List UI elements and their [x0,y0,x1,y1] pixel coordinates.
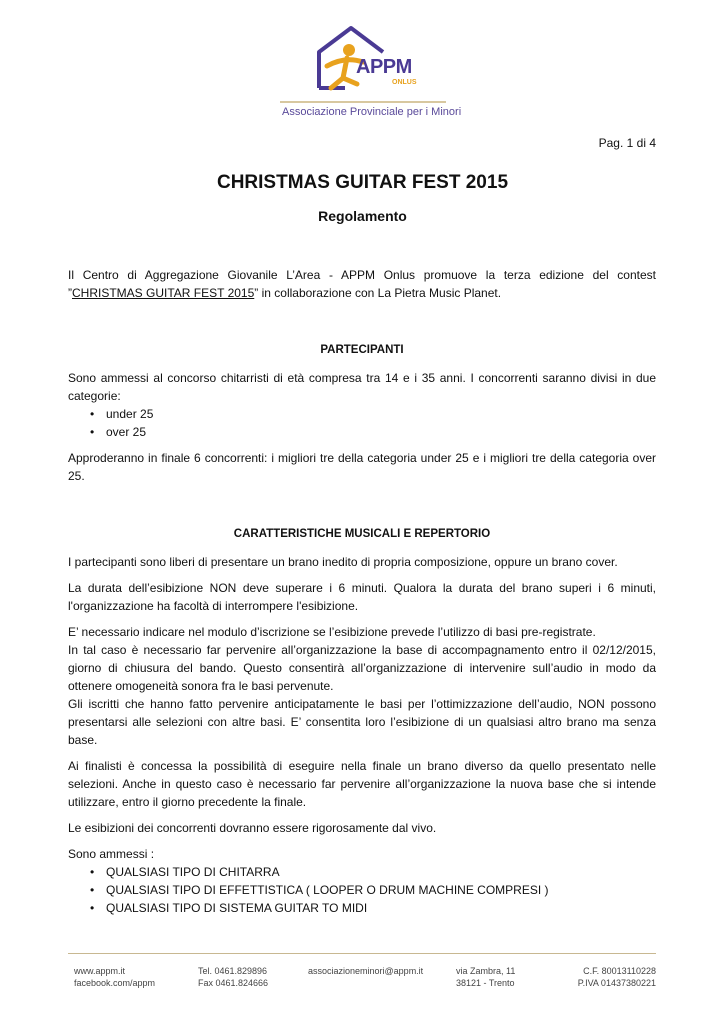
list-item: • under 25 [106,405,656,423]
footer-divider [68,953,656,954]
section-heading-caratteristiche: CARATTERISTICHE MUSICALI E REPERTORIO [233,528,491,540]
list-item: • QUALSIASI TIPO DI CHITARRA [106,863,656,881]
footer-address [456,965,515,989]
list-item: • over 25 [106,423,656,441]
live-performance-paragraph: Le esibizioni dei concorrenti dovranno essere rigorosamente dal vivo. [68,821,437,835]
list-item: • QUALSIASI TIPO DI SISTEMA GUITAR TO MIDI [106,899,656,917]
footer-cf: C.F. 80013110228 [583,966,656,976]
footer-piva: P.IVA 01437380221 [577,978,656,988]
footer-tel: Tel. 0461.829896 [198,966,268,976]
logo-subtitle: ONLUS [392,79,417,86]
backing-track-deadline-paragraph: In tal caso è necessario far pervenire all’organizzazione la base di accompagnamento entro il 02/12/2015, giorno di chiusura del bando. Questo consentirà all’organizzazione di intervenire sull’audio in modo da ottenere omogeneità sonora fra le basi pervenute. [68,643,656,693]
partecipanti-paragraph: Sono ammessi al concorso chitarristi di età compresa tra 14 e i 35 anni. I concorrenti saranno divisi in due categorie: [68,371,656,403]
footer-website: www.appm.it [74,966,126,976]
logo-name: APPM [356,56,412,78]
contest-name-link: CHRISTMAS GUITAR FEST 2015 [72,286,255,300]
footer-email [308,965,423,977]
footer-street: via Zambra, 11 [456,966,516,976]
finalists-song-paragraph: Ai finalisti è concessa la possibilità di eseguire nella finale un brano diverso da quello presentato nelle selezioni. Anche in questo caso è necessario far pervenire all’organizzazione la nuova base che si intende utilizzare, entro il giorno precedente la finale. [68,759,656,809]
allowed-list [68,863,656,917]
categories-list [68,405,656,441]
footer-fax: Fax 0461.824666 [198,978,269,988]
list-item: • QUALSIASI TIPO DI EFFETTISTICA ( LOOPER O DRUM MACHINE COMPRESI ) [106,881,656,899]
page-subtitle: Regolamento [318,208,407,224]
duration-paragraph: La durata dell’esibizione NON deve superare i 6 minuti. Qualora la durata del brano superi i 6 minuti, l'organizzazione ha facoltà di interrompere l'esibizione. [68,581,656,613]
document-body [68,266,656,925]
page-number: Pag. 1 di 4 [598,136,656,150]
allowed-intro: Sono ammessi : [68,847,155,861]
footer-facebook: facebook.com/appm [74,978,156,988]
backing-track-rules-paragraph: Gli iscritti che hanno fatto pervenire anticipatamente le basi per l’ottimizzazione dell’audio, NON possono presentarsi alle selezioni con altre basi. E’ consentita loro l’esibizione di un qualsiasi altro brano ma senza base. [68,697,656,747]
finalists-paragraph: Approderanno in finale 6 concorrenti: i migliori tre della categoria under 25 e i migliori tre della categoria over 25. [68,451,656,483]
backing-track-paragraph: E’ necessario indicare nel modulo d’iscrizione se l’esibizione prevede l’utilizzo di basi pre-registrate. [68,625,596,639]
footer-email-address: associazioneminori@appm.it [308,966,424,976]
repertoire-paragraph: I partecipanti sono liberi di presentare un brano inedito di propria composizione, oppure un brano cover. [68,555,618,569]
association-name: Associazione Provinciale per i Minori [282,106,462,118]
footer-phone [198,965,268,989]
logo-divider [280,101,446,103]
intro-paragraph: Il Centro di Aggregazione Giovanile L’Area - APPM Onlus promuove la terza edizione del contest ”CHRISTMAS GUITAR FEST 2015” in collaborazione con La Pietra Music Planet. [68,268,656,300]
section-heading-partecipanti: PARTECIPANTI [320,344,404,356]
footer-web [74,965,155,989]
footer-fiscal [570,965,656,989]
footer-city: 38121 - Trento [456,978,515,988]
page-title: CHRISTMAS GUITAR FEST 2015 [216,172,509,193]
